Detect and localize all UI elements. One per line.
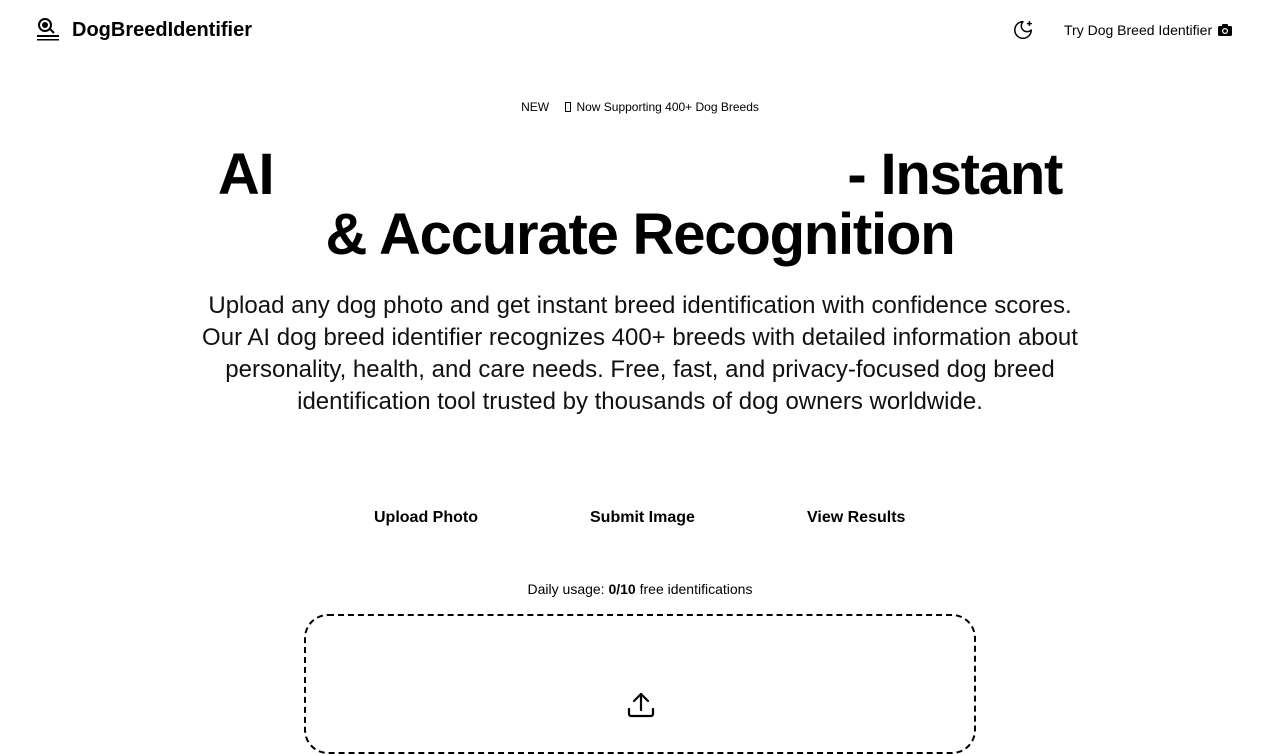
brand-link[interactable] <box>36 16 252 44</box>
steps-bar <box>0 507 1280 529</box>
brand-name: DogBreedIdentifier <box>72 19 253 41</box>
new-tag: NEW <box>521 100 550 114</box>
moon-sparkle-icon <box>1012 19 1034 41</box>
try-identifier-link[interactable] <box>1064 20 1233 40</box>
usage-prefix: Daily usage: <box>527 581 605 597</box>
hero-title-start: AI <box>217 142 274 207</box>
theme-toggle-button[interactable] <box>1011 18 1035 42</box>
hero-title <box>0 142 1280 267</box>
hero-title-line2: & Accurate Recognition <box>325 202 955 267</box>
announcement-text: Now Supporting 400+ Dog Breeds <box>576 100 759 114</box>
upload-icon <box>626 690 656 720</box>
try-identifier-label: Try Dog Breed Identifier <box>1064 22 1213 38</box>
logo-icon <box>36 17 60 43</box>
step-view-results[interactable]: View Results <box>807 509 906 526</box>
step-upload-photo[interactable]: Upload Photo <box>374 509 478 526</box>
site-header <box>0 0 1280 60</box>
upload-dropzone[interactable] <box>304 614 976 754</box>
hero-title-line1 <box>0 142 1280 207</box>
usage-suffix: free identifications <box>639 581 753 597</box>
hero-subtitle: Upload any dog photo and get instant breed identification with confidence scores. Our AI dog breed identifier recognizes 400+ breeds with detailed information about personality, health, and care needs. Free, fast, and privacy-focused dog breed identification tool trusted by thousands of dog owners worldwide. <box>202 292 1078 415</box>
daily-usage <box>0 579 1280 599</box>
announcement-badge <box>0 98 1280 116</box>
sparkle-icon <box>565 102 571 112</box>
step-submit-image[interactable]: Submit Image <box>590 509 695 526</box>
usage-count: 0/10 <box>608 581 636 597</box>
camera-icon <box>1217 23 1233 37</box>
hero-title-end: - Instant <box>847 142 1063 207</box>
